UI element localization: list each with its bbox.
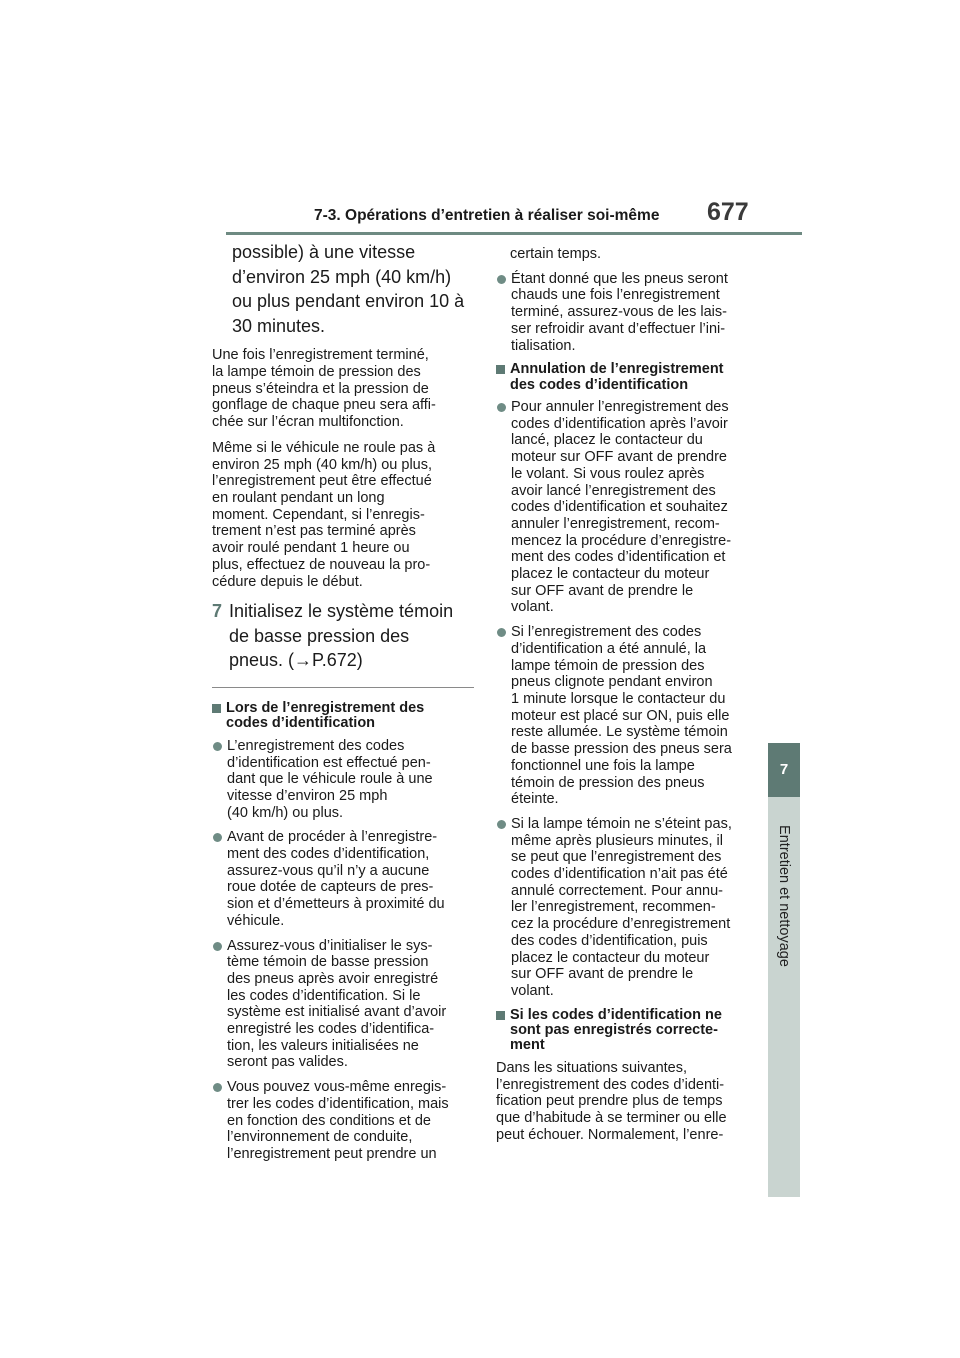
bullet-text: L’enregistrement des codes d’identification est effectué pen- dant que le véhicule roule à une vitesse d’environ 25 mph (40 km/h) ou plus. [227,737,433,821]
bullet-item [496,271,754,355]
section-heading-text: Lors de l’enregistrement des codes d’identification [226,700,425,732]
section-heading-text: Si les codes d’identification ne sont pas enregistrés correcte- ment [510,1006,722,1054]
circle-bullet-icon [497,275,506,284]
section-heading [496,1008,754,1054]
bullet-text: Pour annuler l’enregistrement des codes d’identification après l’avoir lancé, placez le contacteur du moteur sur OFF avant de prendre le volant. Si vous roulez après avoir lancé l’enregistrement des codes d’identification et souhaitez annuler l’enregistrement, recom- mencez la procédure d’enregistre- ment des codes d’identification et placez le contacteur du moteur sur OFF avant de prendre le volant. [511,399,732,616]
paragraph: Une fois l’enregistrement terminé, la lampe témoin de pression des pneus s’éteindra et la pression de gonflage de chaque pneu sera affi- chée sur l’écran multifonction. [212,347,436,431]
bullet-item [496,399,754,616]
bullet-text: Assurez-vous d’initialiser le sys- tème témoin de basse pression des pneus après avoir enregistré les codes d’identification. Si le système est initialisé avant d’avoir enregistré les codes d’identifica- tion, les valeurs initialisées ne seront pas valides. [227,937,447,1071]
bullet-item [212,829,474,929]
circle-bullet-icon [497,820,506,829]
section-heading [212,701,474,732]
circle-bullet-icon [213,833,222,842]
chapter-tab-number: 7 [768,743,800,797]
left-column [212,240,474,1171]
bullet-item [496,624,754,808]
bullet-text: Avant de procéder à l’enregistre- ment des codes d’identification, assurez-vous qu’il n’y a aucune roue dotée de capteurs de pres- sion et d’émetteurs à proximité du véhicule. [227,829,445,929]
bullet-text: Étant donné que les pneus seront chauds une fois l’enregistrement terminé, assurez-vous de les lais- ser refroidir avant d’effectuer l’ini- tialisation. [511,270,728,354]
bullet-continuation: certain temps. [510,246,602,262]
right-column [496,246,754,1152]
section-heading [496,362,754,393]
bullet-item [212,738,474,822]
bullet-text: Si la lampe témoin ne s’éteint pas, même après plusieurs minutes, il se peut que l’enregistrement des codes d’identification n’ait pas été annulé correctement. Pour annu- ler l’enregistrement, recommen- cez la procédure d’enregistrement des codes d’identification, puis placez le contacteur du moteur sur OFF avant de prendre le volant. [511,815,732,999]
step-item [212,599,474,673]
circle-bullet-icon [213,942,222,951]
square-bullet-icon [212,704,221,713]
circle-bullet-icon [213,1083,222,1092]
bullet-item [496,816,754,1000]
bullet-text: Si l’enregistrement des codes d’identification a été annulé, la lampe témoin de pression des pneus clignote pendant environ 1 minute lorsque le contacteur du moteur est placé sur ON, puis elle reste allumée. Le système témoin de basse pression des pneus sera fonctionnel une fois la lampe témoin de pression des pneus éteinte. [511,624,732,808]
section-divider [212,687,474,688]
page-number: 677 [707,198,749,226]
step-text: Initialisez le système témoin de basse pression des pneus. (→P.672) [229,601,454,671]
paragraph: Dans les situations suivantes, l’enregistrement des codes d’identi- fication peut prendre plus de temps que d’habitude à se terminer ou elle peut échouer. Normalement, l’enre- [496,1059,727,1143]
circle-bullet-icon [497,403,506,412]
bullet-text: Vous pouvez vous-même enregis- trer les codes d’identification, mais en fonction des conditions et de l’environnement de conduite, l’enregistrement peut prendre un [227,1079,449,1162]
chapter-side-label: Entretien et nettoyage [776,825,792,967]
bullet-item [212,1079,474,1163]
bullet-item [212,938,474,1072]
square-bullet-icon [496,365,505,374]
square-bullet-icon [496,1011,505,1020]
step-number: 7 [212,601,223,622]
circle-bullet-icon [213,742,222,751]
running-header-title: 7-3. Opérations d’entretien à réaliser soi-même [314,207,660,224]
paragraph: Même si le véhicule ne roule pas à environ 25 mph (40 km/h) ou plus, l’enregistrement peut être effectué en roulant pendant un long moment. Cependant, si l’enregis- trement n’est pas terminé après avoir roulé pendant 1 heure ou plus, effectuez de nouveau la pro- cédure depuis le début. [212,439,436,590]
header-rule [226,232,802,235]
circle-bullet-icon [497,628,506,637]
step-continuation: possible) à une vitesse d’environ 25 mph (40 km/h) ou plus pendant environ 10 à 30 minutes. [232,242,465,336]
section-heading-text: Annulation de l’enregistrement des codes d’identification [510,361,724,393]
